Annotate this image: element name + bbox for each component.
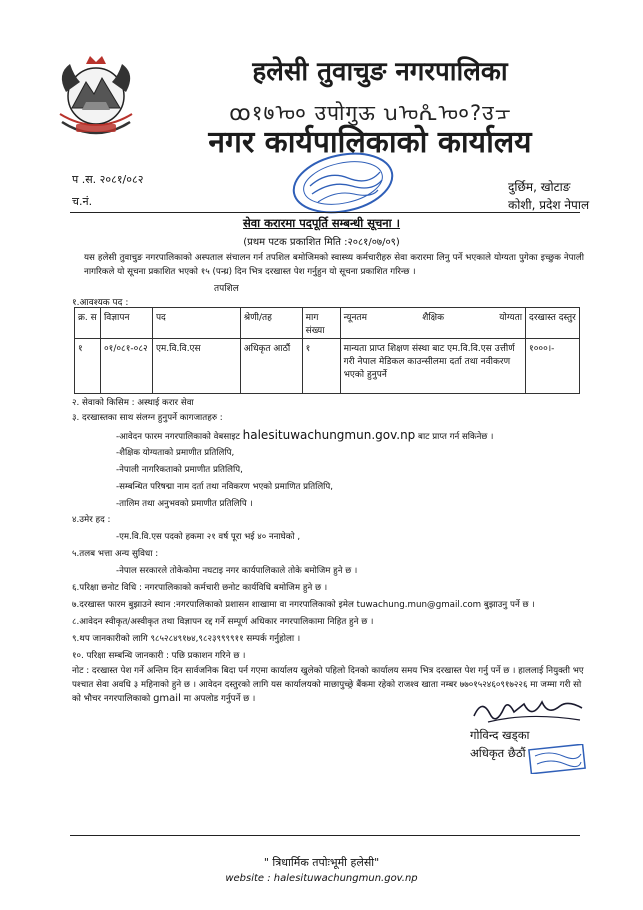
cell-advertisement: ०१/०८१-०८२	[100, 339, 152, 394]
cell-sn: १	[75, 339, 101, 394]
section-required-posts: १.आवश्यक पद :	[72, 298, 129, 308]
doc-form	[116, 428, 493, 442]
signer-designation: अधिकृत छैठौं	[470, 746, 526, 760]
section-selection-method: ६.परिक्षा छनोट विधि : नगरपालिकाको कर्मचारी छनोट कार्यविधि बमोजिम हुने छ ।	[72, 583, 328, 593]
posts-table	[74, 307, 580, 394]
header-level: श्रेणी/तह	[240, 308, 302, 339]
cell-qualification: मान्यता प्राप्त शिक्षण संस्था बाट एम.वि.वि.एस उत्तीर्ण गरी नेपाल मेडिकल काउन्सीलमा दर्ता तथा नवीकरण भएको हुनुपर्ने	[340, 339, 525, 394]
section-age-limit: ४.उमेर हद :	[72, 515, 111, 525]
header-demand: माग संख्या	[302, 308, 340, 339]
salary-detail: -नेपाल सरकारले तोकेकोमा नघटाइ नगर कार्यपालिकाले तोके बमोजिम हुने छ ।	[116, 566, 358, 576]
table-header-row	[75, 308, 580, 339]
doc-form-post: बाट प्राप्त गर्न सकिनेछ ।	[418, 432, 494, 442]
header-qualification-b: शैक्षिक	[422, 313, 445, 323]
office-stamp-icon	[288, 150, 398, 216]
doc-form-pre: -आवेदन फारम नगरपालिकाको वेबसाइट	[116, 432, 240, 442]
header-qualification-c: योग्यता	[499, 313, 523, 323]
doc-council: -सम्बन्धित परिषद्मा नाम दर्ता तथा नविकरण भएको प्रमाणित प्रतिलिपि,	[116, 482, 334, 492]
doc-training: -तालिम तथा अनुभवको प्रमाणीत प्रतिलिपि ।	[116, 499, 253, 509]
signer-name: गोविन्द खड्का	[470, 728, 530, 742]
details-label: तपशिल	[214, 284, 239, 294]
letter-number: प .स. २०८१/०८२	[72, 173, 144, 186]
dispatch-number: च.नं.	[72, 195, 93, 208]
doc-education: -शैक्षिक योग्यताको प्रमाणीत प्रतिलिपि,	[116, 448, 235, 458]
signature-icon	[468, 690, 588, 730]
header-fee: दरखास्त दस्तुर	[526, 308, 580, 339]
note-text: नोट : दरखास्त पेश गर्ने अन्तिम दिन सार्वजनिक बिदा पर्न गएमा कार्यालय खुलेको पहिलो दिनको कार्यालय समय भित्र दरखास्त पेश गर्नु पर्ने छ । हाललाई नियुक्ती भए पश्चात सेवा अवधि ३ महिनाको हुने छ । आवेदन दस्तुरको लागि यस कार्यालयको माछापुच्छ्रे बैंकमा रहेको राजश्व खाता नम्बर ७७०१५२४६०९१७२२६ मा जम्मा गरी सो को भौचर नगरपालिकाको	[72, 666, 584, 704]
municipality-name: हलेसी तुवाचुङ नगरपालिका	[252, 57, 508, 87]
divider-line	[70, 212, 580, 213]
section-submission-place: ७.दरखास्त फारम बुझाउने स्थान :नगरपालिकाको प्रशासन शाखामा वा नगरपालिकाको इमेल tuwachung.mun@gmail.com बुझाउनु पर्ने छ ।	[72, 600, 535, 610]
nepal-emblem-icon	[52, 52, 140, 142]
age-detail: -एम.वि.वि.एस पदको हकमा २१ वर्ष पूरा भई ४० ननाघेको ,	[116, 532, 301, 542]
footer-divider	[70, 835, 580, 836]
website-link[interactable]: halesituwachungmun.gov.np	[242, 428, 416, 442]
header-qualification	[340, 308, 525, 339]
header-qualification-a: न्यूनतम	[343, 313, 367, 323]
section-contact: ९.थप जानकारीको लागि ९८५२८४९१७४,९८२३९९९९११ सम्पर्क गर्नुहोला ।	[72, 634, 301, 644]
header-sn: क्र. स	[75, 308, 101, 339]
note-gmail: gmail	[153, 693, 181, 704]
address-line-2: कोशी, प्रदेश नेपाल	[508, 198, 590, 212]
office-name: नगर कार्यपालिकाको कार्यालय	[208, 125, 532, 160]
section-exam-info: १०. परिक्षा सम्बन्धि जानकारी : पछि प्रकाशन गरिने छ ।	[72, 651, 246, 661]
section-documents: ३. दरखास्तका साथ संलग्न हुनुपर्ने कागजातहरु :	[72, 413, 223, 423]
cell-post: एम.वि.वि.एस	[152, 339, 240, 394]
notice-intro: यस हलेसी तुवाचुङ नगरपालिकाको अस्पताल संचालन गर्न तपशिल बमोजिमको स्वास्थ्य कर्मचारीहरु सेवा करारमा लिनु पर्ने भएकाले योग्यता पुगेका इच्छुक नेपाली नागरिकले यो सूचना प्रकाशित भएको १५ (पन्ध्र) दिन भित्र दरखास्त पेश गर्नुहुन यो सूचना प्रकाशित गरिन्छ ।	[84, 253, 584, 277]
table-row	[75, 339, 580, 394]
doc-citizenship: -नेपाली नागरिकताको प्रमाणीत प्रतिलिपि,	[116, 465, 243, 475]
publication-date: (प्रथम पटक प्रकाशित मिति :२०८१/०७/०९)	[243, 237, 400, 248]
cell-demand: १	[302, 339, 340, 394]
section-salary: ५.तलब भत्ता अन्य सुविधा :	[72, 549, 159, 559]
cell-fee: १०००।-	[526, 339, 580, 394]
municipality-name-script: ꝏ१७ᠣ० उपोगुऊ ꭒᠣᕅᠣ०?उᠴ	[229, 101, 511, 125]
header-advertisement: विज्ञापन	[100, 308, 152, 339]
name-stamp-icon	[527, 744, 587, 774]
notice-title: सेवा करारमा पदपूर्ति सम्बन्धी सूचना ।	[242, 216, 401, 230]
section-authority: ८.आवेदन स्वीकृत/अस्वीकृत तथा विज्ञापन रद्द गर्ने सम्पूर्ण अधिकार नगरपालिकामा निहित हुने छ ।	[72, 617, 374, 627]
footer-website[interactable]: website : halesituwachungmun.gov.np	[225, 873, 418, 884]
address-line-1: दुर्छिम, खोटाङ	[508, 180, 571, 194]
cell-level: अधिकृत आठौं	[240, 339, 302, 394]
section-service-type: २. सेवाको किसिम : अस्थाई करार सेवा	[72, 398, 194, 408]
note-text-end: मा अपलोड गर्नुपर्ने छ ।	[183, 694, 256, 704]
header-post: पद	[152, 308, 240, 339]
footer-motto: " त्रिधार्मिक तपोःभूमी हलेसी"	[263, 856, 380, 869]
